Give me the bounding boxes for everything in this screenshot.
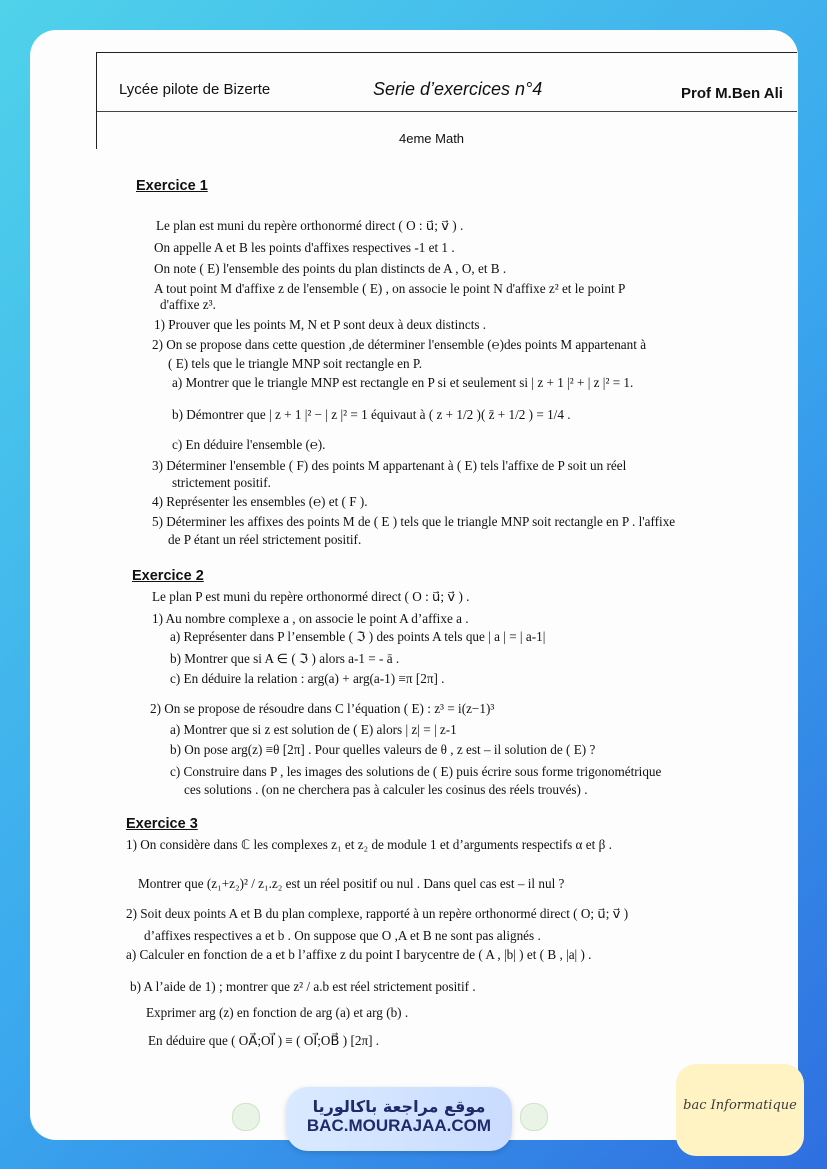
ex1-line: On note ( E) l'ensemble des points du plan distincts de A , O, et B . [154,261,507,276]
ex3-line: b) A l’aide de 1) ; montrer que z² / a.b est réel strictement positif . [130,979,476,994]
ex2-line: a) Représenter dans P l’ensemble ( ℑ ) des points A tels que | a | = | a-1| [170,629,546,644]
ex2-line: b) Montrer que si A ∈ ( ℑ ) alors a-1 = - ā . [170,651,400,666]
series-title: Serie d’exercices n°4 [373,79,543,99]
corner-logo-text: bac Informatique [683,1098,797,1113]
site-url[interactable]: BAC.MOURAJAA.COM [306,1116,492,1135]
corner-logo [676,1064,804,1156]
site-logo-icon [520,1103,548,1131]
site-badge[interactable] [286,1087,512,1151]
ex1-line: 1) Prouver que les points M, N et P sont deux à deux distincts . [154,317,487,332]
ex1-line: A tout point M d'affixe z de l'ensemble ( E) , on associe le point N d'affixe z² et le point P [154,281,626,296]
ex1-line: 4) Représenter les ensembles (℮) et ( F ). [152,494,368,509]
exercise1-title: Exercice 1 [136,178,208,194]
ex1-line: b) Démontrer que | z + 1 |² − | z |² = 1 équivaut à ( z + 1/2 )( z̄ + 1/2 ) = 1/4 . [172,407,571,422]
ex1-line: d'affixe z³. [160,297,216,312]
ex3-line: 1) On considère dans ℂ les complexes z₁ et z₂ de module 1 et d’arguments respectifs α et β . [126,837,612,852]
ex2-line: ces solutions . (on ne cherchera pas à calculer les cosinus des réels trouvés) . [184,782,588,797]
ex1-line: a) Montrer que le triangle MNP est rectangle en P si et seulement si | z + 1 |² + | z |² = 1. [172,375,634,390]
ex1-line: 2) On se propose dans cette question ,de déterminer l'ensemble (℮)des points M appartenant à [152,337,647,352]
ex1-line: 3) Déterminer l'ensemble ( F) des points M appartenant à ( E) tels l'affixe de P soit un réel [152,458,627,473]
school-name: Lycée pilote de Bizerte [119,81,271,98]
ex1-line: On appelle A et B les points d'affixes respectives -1 et 1 . [154,240,455,255]
teacher-name: Prof M.Ben Ali [681,85,783,102]
document-page [30,30,798,1140]
exercise2-title: Exercice 2 [132,568,204,584]
ex3-line: Exprimer arg (z) en fonction de arg (a) et arg (b) . [146,1005,409,1020]
site-name-arabic: موقع مراجعة باكالوريا [312,1097,486,1116]
ex1-line: c) En déduire l'ensemble (℮). [172,437,326,452]
ex1-line: strictement positif. [172,475,271,490]
ex1-line: ( E) tels que le triangle MNP soit rectangle en P. [168,356,423,371]
header-divider [97,111,797,112]
class-label: 4eme Math [399,131,465,146]
ex1-line: 5) Déterminer les affixes des points M de ( E ) tels que le triangle MNP soit rectangle en P . l'affixe [152,514,676,529]
site-logo-icon [232,1103,260,1131]
ex1-line: Le plan est muni du repère orthonormé direct ( O : u⃗; v⃗ ) . [156,218,464,233]
ex2-line: 1) Au nombre complexe a , on associe le point A d’affixe a . [152,611,469,626]
ex3-line: 2) Soit deux points A et B du plan complexe, rapporté à un repère orthonormé direct ( O; u⃗; v⃗ ) [126,906,629,921]
ex2-line: b) On pose arg(z) ≡θ [2π] . Pour quelles valeurs de θ , z est – il solution de ( E) ? [170,742,596,757]
ex2-line: 2) On se propose de résoudre dans C l’équation ( E) : z³ = i(z−1)³ [150,701,495,716]
ex2-line: c) Construire dans P , les images des solutions de ( E) puis écrire sous forme trigonométrique [170,764,662,779]
exercise3-title: Exercice 3 [126,816,198,832]
document-header [96,52,797,149]
ex3-line: a) Calculer en fonction de a et b l’affixe z du point I barycentre de ( A , |b| ) et ( B , |a| ) . [126,947,592,962]
ex3-line: Montrer que (z₁+z₂)² / z₁.z₂ est un réel positif ou nul . Dans quel cas est – il nul ? [138,876,565,891]
ex1-line: de P étant un réel strictement positif. [168,532,362,547]
ex3-line: d’affixes respectives a et b . On suppose que O ,A et B ne sont pas alignés . [144,928,541,943]
ex2-line: c) En déduire la relation : arg(a) + arg(a-1) ≡π [2π] . [170,671,445,686]
ex2-line: Le plan P est muni du repère orthonormé direct ( O : u⃗; v⃗ ) . [152,589,470,604]
ex3-line: En déduire que ( OA⃗;OI⃗ ) ≡ ( OI⃗;OB⃗ ) [2π] . [148,1033,380,1048]
ex2-line: a) Montrer que si z est solution de ( E) alors | z| = | z-1 [170,722,457,737]
